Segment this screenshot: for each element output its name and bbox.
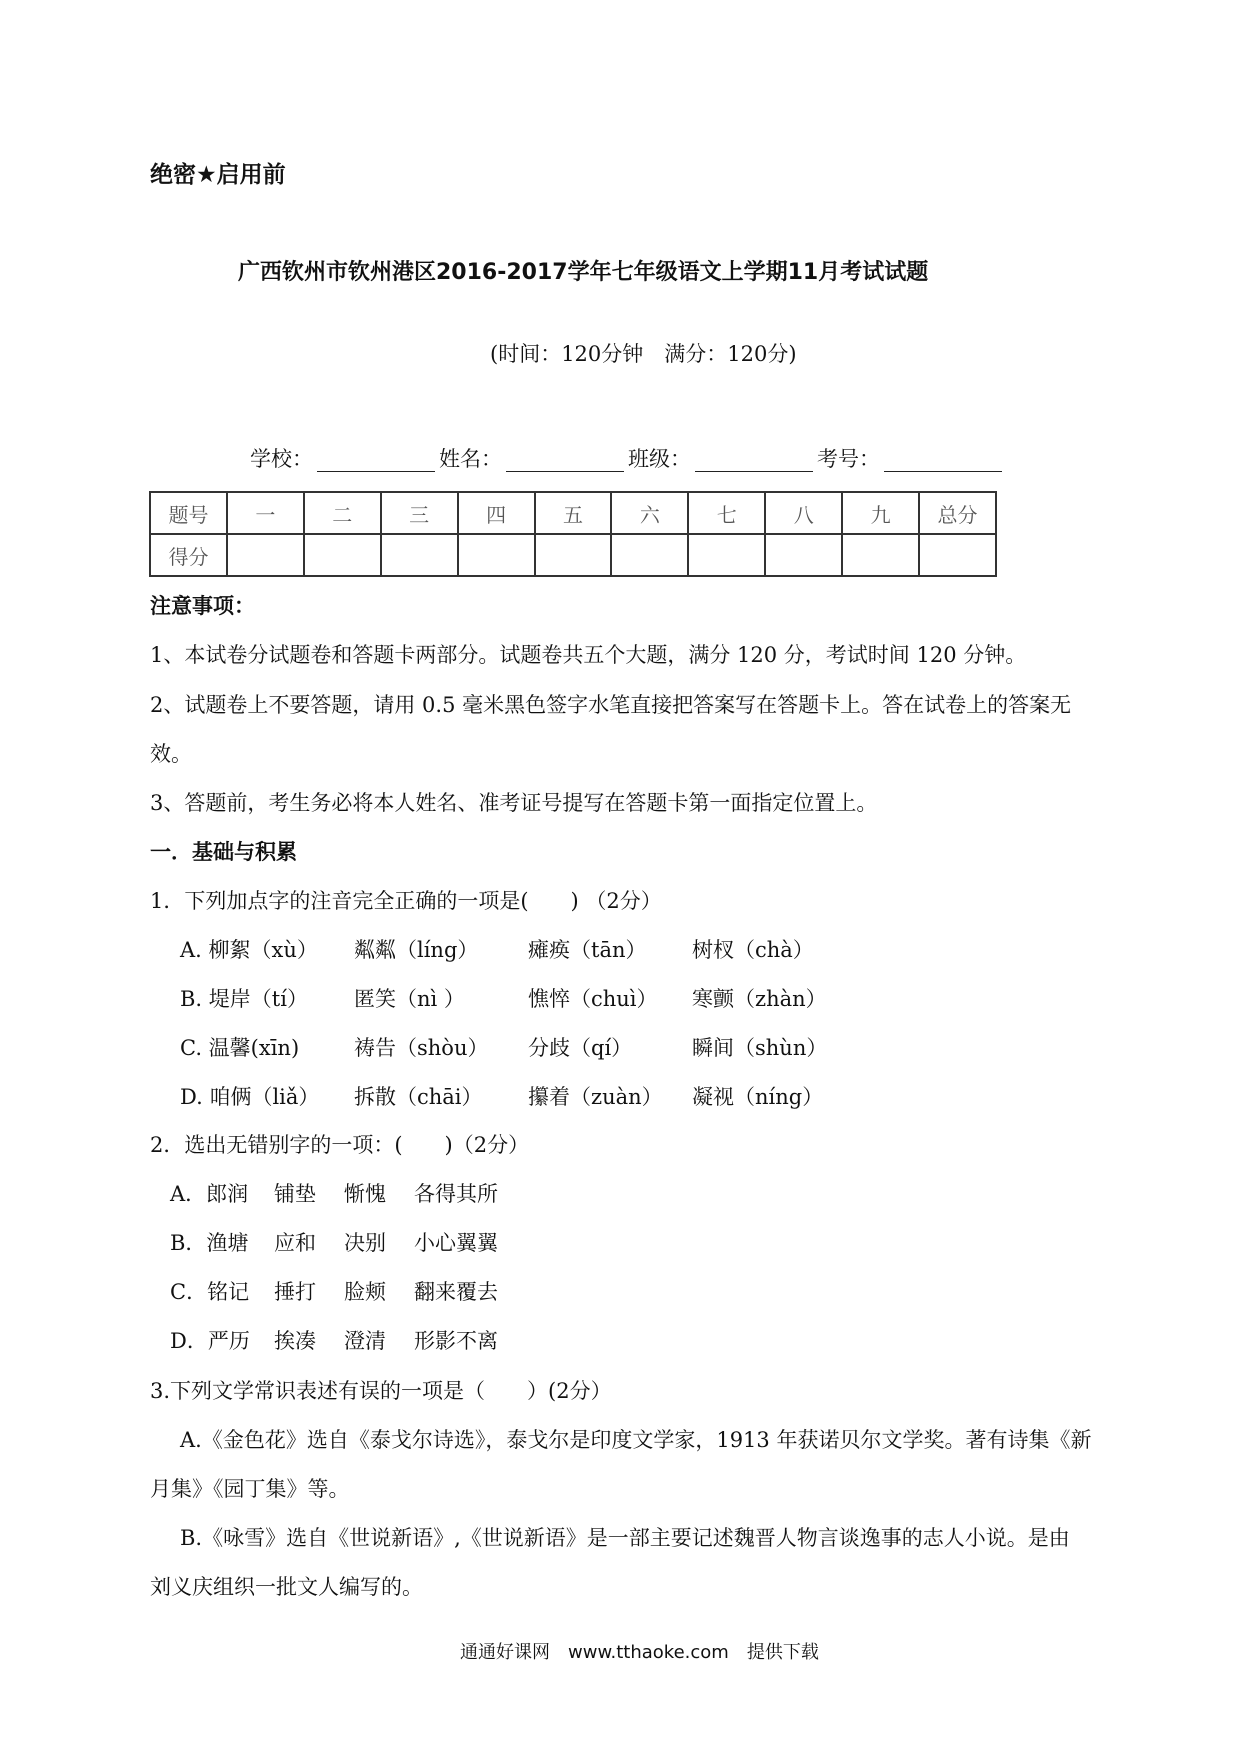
q2-option-row — [170, 1230, 538, 1256]
score-cell — [458, 534, 535, 576]
score-cell — [304, 534, 381, 576]
q2-option-row — [170, 1279, 538, 1305]
notice-title: 注意事项： — [150, 594, 255, 618]
header-cell: 五 — [535, 492, 612, 534]
notice-item: 3、答题前，考生务必将本人姓名、准考证号提写在答题卡第一面指定位置上。 — [150, 791, 878, 815]
header-cell: 总分 — [919, 492, 996, 534]
field-school-label: 学校： — [250, 447, 313, 471]
question-3-option-b: B.《咏雪》选自《世说新语》,《世说新语》是一部主要记述魏晋人物言谈逸事的志人小说。是由 — [180, 1526, 1070, 1550]
q1-option-item: 拆散（chāi） — [354, 1085, 483, 1109]
field-id-blank — [884, 451, 1002, 472]
q1-option-item: A. 柳絮（xù） — [180, 938, 318, 962]
row-label: 得分 — [150, 534, 227, 576]
score-cell — [688, 534, 765, 576]
question-3-stem: 3.下列文学常识表述有误的一项是（ ）(2分） — [150, 1379, 612, 1403]
q1-option-item: B. 堤岸（tí） — [180, 987, 308, 1011]
info-fields — [250, 446, 1006, 472]
field-name-label: 姓名： — [439, 447, 502, 471]
q1-option-item: 树杈（chà） — [692, 938, 814, 962]
q1-option-item: D. 咱俩（liǎ） — [180, 1085, 320, 1109]
q2-option-item: 澄清 — [344, 1329, 386, 1353]
header-cell: 四 — [458, 492, 535, 534]
header-cell: 八 — [765, 492, 842, 534]
field-name-blank — [506, 451, 624, 472]
q2-option-item: 各得其所 — [414, 1182, 498, 1206]
q2-option-item: B．渔塘 — [170, 1231, 249, 1255]
page-footer: 通通好课网 www.tthaoke.com 提供下载 — [460, 1642, 819, 1663]
notice-item: 2、试题卷上不要答题，请用 0.5 毫米黑色签字水笔直接把答案写在答题卡上。答在试卷上的答案无 — [150, 693, 1072, 717]
header-cell: 二 — [304, 492, 381, 534]
q2-option-item: D．严历 — [170, 1329, 250, 1353]
q1-option-item: C. 温馨(xīn) — [180, 1036, 300, 1060]
q2-option-item: 脸颊 — [344, 1280, 386, 1304]
question-3-option-b-cont: 刘义庆组织一批文人编写的。 — [150, 1575, 423, 1599]
q1-option-item: 分歧（qí） — [528, 1036, 633, 1060]
section-heading: 一．基础与积累 — [150, 840, 297, 864]
field-class-blank — [695, 451, 813, 472]
q2-option-item: 形影不离 — [414, 1329, 498, 1353]
notice-item: 效。 — [150, 742, 192, 766]
q2-option-item: 应和 — [274, 1231, 316, 1255]
q1-option-item: 寒颤（zhàn） — [692, 987, 827, 1011]
q2-option-item: 铺垫 — [274, 1182, 316, 1206]
score-cell — [765, 534, 842, 576]
q1-option-row — [180, 986, 856, 1012]
q2-option-row — [170, 1181, 538, 1207]
q1-option-item: 攥着（zuàn） — [528, 1085, 663, 1109]
question-3-option-a: A.《金色花》选自《泰戈尔诗选》，泰戈尔是印度文学家，1913 年获诺贝尔文学奖。著有诗集《新 — [180, 1428, 1092, 1452]
exam-subtitle: (时间：120分钟 满分：120分) — [490, 342, 797, 366]
q1-option-item: 憔悴（chuì） — [528, 987, 658, 1011]
score-row — [150, 534, 996, 576]
q2-option-item: A．郎润 — [170, 1182, 249, 1206]
header-cell: 九 — [842, 492, 919, 534]
q1-option-item: 祷告（shòu） — [354, 1036, 489, 1060]
q2-option-item: C．铭记 — [170, 1280, 250, 1304]
q1-option-row — [180, 937, 856, 963]
field-school-blank — [317, 451, 435, 472]
confidential-mark: 绝密★启用前 — [150, 162, 286, 188]
q1-option-row — [180, 1035, 856, 1061]
q2-option-item: 惭愧 — [344, 1182, 386, 1206]
score-cell — [919, 534, 996, 576]
q1-option-item: 粼粼（líng） — [354, 938, 479, 962]
header-cell: 六 — [611, 492, 688, 534]
q2-option-item: 小心翼翼 — [414, 1231, 498, 1255]
q1-option-item: 凝视（níng） — [692, 1085, 824, 1109]
question-2-stem: 2．选出无错别字的一项：( )（2分） — [150, 1133, 530, 1157]
q2-option-row — [170, 1328, 538, 1354]
header-cell: 七 — [688, 492, 765, 534]
score-cell — [611, 534, 688, 576]
score-header-row — [150, 492, 996, 534]
score-cell — [842, 534, 919, 576]
exam-title: 广西钦州市钦州港区2016-2017学年七年级语文上学期11月考试试题 — [238, 260, 929, 285]
q1-option-item: 瞬间（shùn） — [692, 1036, 828, 1060]
notice-item: 1、本试卷分试题卷和答题卡两部分。试题卷共五个大题，满分 120 分，考试时间 120 分钟。 — [150, 643, 1027, 667]
header-cell: 三 — [381, 492, 458, 534]
question-3-option-a-cont: 月集》《园丁集》等。 — [150, 1477, 350, 1501]
score-cell — [381, 534, 458, 576]
q1-option-item: 瘫痪（tān） — [528, 938, 647, 962]
q1-option-item: 匿笑（nì ） — [354, 987, 465, 1011]
score-cell — [535, 534, 612, 576]
header-cell: 一 — [227, 492, 304, 534]
score-table — [149, 491, 997, 577]
field-class-label: 班级： — [628, 447, 691, 471]
q1-option-row — [180, 1084, 856, 1110]
q2-option-item: 翻来覆去 — [414, 1280, 498, 1304]
q2-option-item: 捶打 — [274, 1280, 316, 1304]
field-id-label: 考号： — [817, 447, 880, 471]
question-1-stem: 1．下列加点字的注音完全正确的一项是( ) （2分） — [150, 889, 662, 913]
q2-option-item: 挨凑 — [274, 1329, 316, 1353]
q2-option-item: 决别 — [344, 1231, 386, 1255]
score-cell — [227, 534, 304, 576]
header-cell: 题号 — [150, 492, 227, 534]
